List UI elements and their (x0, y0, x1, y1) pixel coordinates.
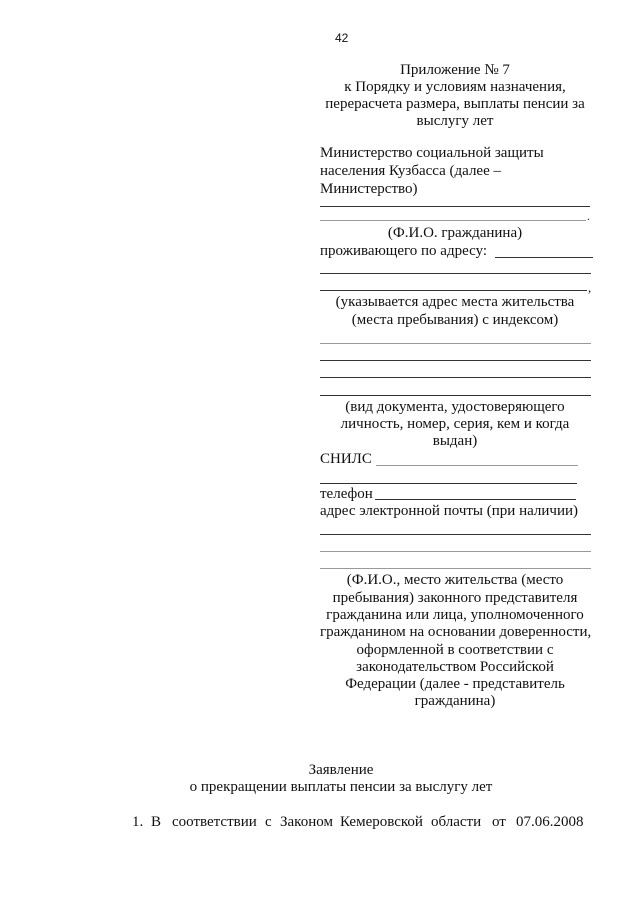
fio-blank-line-2 (320, 220, 586, 221)
address-blank-line-3 (320, 290, 587, 291)
paragraph-1-word: от (492, 814, 506, 830)
document-blank-line-1 (320, 343, 591, 344)
paragraph-1-word: области (431, 814, 482, 830)
statement-subtitle: о прекращении выплаты пенсии за выслугу лет (189, 779, 493, 795)
paragraph-1-number: 1. (132, 814, 144, 830)
phone-label: телефон (320, 486, 373, 502)
fio-line-period: . (587, 209, 590, 223)
representative-hint-line-8: гражданина) (414, 693, 496, 709)
representative-hint-line-3: гражданина или лица, уполномоченного (326, 607, 584, 623)
appendix-title: Приложение № 7 (400, 62, 510, 78)
document-hint-line-3: выдан) (432, 433, 478, 449)
address-hint-line-2: (места пребывания) с индексом) (351, 312, 559, 328)
document-hint-line-2: личность, номер, серия, кем и когда (340, 416, 570, 432)
paragraph-1-word: соответствии (172, 814, 257, 830)
address-blank-line-2 (320, 273, 591, 274)
representative-hint-line-7: Федерации (далее - представитель (345, 676, 565, 692)
address-blank-line-1 (495, 257, 593, 258)
document-blank-line-4 (320, 395, 591, 396)
email-blank-line-2 (320, 551, 591, 552)
phone-blank-line (375, 499, 576, 500)
ministry-line-2: населения Кузбасса (далее – (320, 163, 501, 179)
ministry-line-1: Министерство социальной защиты (320, 145, 544, 161)
appendix-line-4: выслугу лет (416, 113, 494, 129)
paragraph-1-word: 07.06.2008 (516, 814, 584, 830)
representative-hint-line-5: оформленной в соответствии с (356, 642, 554, 658)
fio-hint: (Ф.И.О. гражданина) (387, 225, 523, 241)
paragraph-1-word: с (265, 814, 272, 830)
paragraph-1-word: В (151, 814, 162, 830)
snils-blank-line-2 (320, 483, 577, 484)
document-hint-line-1: (вид документа, удостоверяющего (345, 399, 565, 415)
page-number: 42 (335, 31, 349, 45)
snils-label: СНИЛС (320, 451, 372, 467)
address-label: проживающего по адресу: (320, 243, 488, 259)
representative-hint-line-6: законодательством Российской (356, 659, 554, 675)
email-blank-line-1 (320, 534, 591, 535)
ministry-line-3: Министерство) (320, 181, 418, 197)
representative-hint-line-2: пребывания) законного представителя (332, 590, 578, 606)
address-hint-line-1: (указывается адрес места жительства (335, 294, 575, 310)
document-blank-line-3 (320, 377, 591, 378)
appendix-line-2: к Порядку и условиям назначения, (344, 79, 566, 95)
address-line-comma: , (588, 280, 592, 295)
email-label: адрес электронной почты (при наличии) (320, 503, 578, 519)
snils-blank-line (376, 465, 578, 466)
representative-hint-line-4: гражданином на основании доверенности, (320, 624, 592, 640)
email-blank-line-3 (320, 568, 591, 569)
fio-blank-line-1 (320, 206, 590, 207)
paragraph-1-word: Кемеровской (340, 814, 423, 830)
representative-hint-line-1: (Ф.И.О., место жительства (место (346, 572, 564, 588)
statement-title: Заявление (308, 762, 374, 778)
paragraph-1-word: Законом (280, 814, 333, 830)
document-blank-line-2 (320, 360, 591, 361)
appendix-line-3: перерасчета размера, выплаты пенсии за (325, 96, 585, 112)
